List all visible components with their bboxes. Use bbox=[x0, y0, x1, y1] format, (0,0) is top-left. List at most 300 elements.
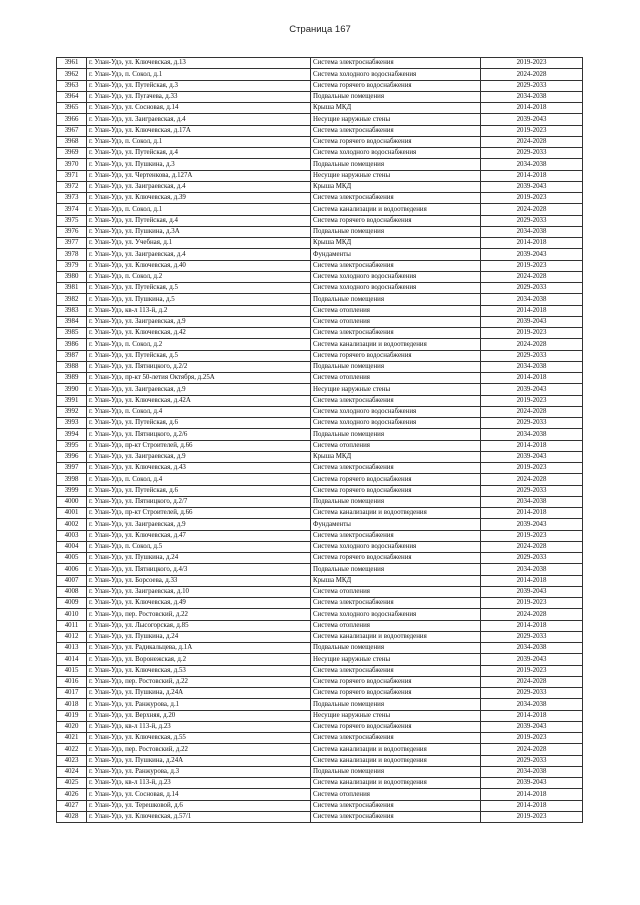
table-row bbox=[57, 125, 583, 136]
work-type-cell: Система холодного водоснабжения bbox=[311, 148, 481, 159]
period-cell: 2024-2028 bbox=[481, 609, 583, 620]
table-row bbox=[57, 620, 583, 631]
address-cell: г. Улан-Удэ, ул. Ключевская, д.40 bbox=[87, 260, 311, 271]
table-row bbox=[57, 699, 583, 710]
address-cell: г. Улан-Удэ, ул. Ключевская, д.42 bbox=[87, 328, 311, 339]
work-type-cell: Система канализации и водоотведения bbox=[311, 339, 481, 350]
period-cell: 2019-2023 bbox=[481, 125, 583, 136]
address-cell: г. Улан-Удэ, ул. Чертенкова, д.127А bbox=[87, 170, 311, 181]
address-cell: г. Улан-Удэ, ул. Пугачева, д.33 bbox=[87, 91, 311, 102]
address-cell: г. Улан-Удэ, ул. Пушкина, д.3 bbox=[87, 159, 311, 170]
period-cell: 2014-2018 bbox=[481, 170, 583, 181]
row-number-cell: 4004 bbox=[57, 541, 87, 552]
table-row bbox=[57, 440, 583, 451]
period-cell: 2029-2033 bbox=[481, 631, 583, 642]
table-row bbox=[57, 485, 583, 496]
table-row bbox=[57, 181, 583, 192]
table-row bbox=[57, 406, 583, 417]
row-number-cell: 4028 bbox=[57, 811, 87, 822]
row-number-cell: 3962 bbox=[57, 69, 87, 80]
row-number-cell: 4015 bbox=[57, 665, 87, 676]
table-row bbox=[57, 283, 583, 294]
address-cell: г. Улан-Удэ, пер. Ростовский, д.22 bbox=[87, 744, 311, 755]
period-cell: 2039-2043 bbox=[481, 114, 583, 125]
period-cell: 2034-2038 bbox=[481, 699, 583, 710]
work-type-cell: Подвальные помещения bbox=[311, 429, 481, 440]
table-row bbox=[57, 271, 583, 282]
address-cell: г. Улан-Удэ, ул. Заиграевская, д.4 bbox=[87, 249, 311, 260]
period-cell: 2024-2028 bbox=[481, 406, 583, 417]
table-row bbox=[57, 688, 583, 699]
table-row bbox=[57, 91, 583, 102]
work-type-cell: Система электроснабжения bbox=[311, 125, 481, 136]
table-row bbox=[57, 193, 583, 204]
address-cell: г. Улан-Удэ, ул. Верхняя, д.20 bbox=[87, 710, 311, 721]
work-type-cell: Система отопления bbox=[311, 305, 481, 316]
address-cell: г. Улан-Удэ, ул. Путейская, д.6 bbox=[87, 418, 311, 429]
period-cell: 2014-2018 bbox=[481, 238, 583, 249]
table-row bbox=[57, 204, 583, 215]
address-cell: г. Улан-Удэ, ул. Заиграевская, д.4 bbox=[87, 181, 311, 192]
row-number-cell: 3970 bbox=[57, 159, 87, 170]
address-cell: г. Улан-Удэ, пр-кт 50-летия Октября, д.25А bbox=[87, 373, 311, 384]
row-number-cell: 3986 bbox=[57, 339, 87, 350]
row-number-cell: 3967 bbox=[57, 125, 87, 136]
table-row bbox=[57, 530, 583, 541]
table-row bbox=[57, 575, 583, 586]
row-number-cell: 4000 bbox=[57, 496, 87, 507]
table-row bbox=[57, 69, 583, 80]
table-row bbox=[57, 463, 583, 474]
address-cell: г. Улан-Удэ, п. Сокол, д.4 bbox=[87, 474, 311, 485]
period-cell: 2029-2033 bbox=[481, 755, 583, 766]
row-number-cell: 3983 bbox=[57, 305, 87, 316]
address-cell: г. Улан-Удэ, ул. Сосновая, д.14 bbox=[87, 789, 311, 800]
work-type-cell: Система канализации и водоотведения bbox=[311, 755, 481, 766]
row-number-cell: 3994 bbox=[57, 429, 87, 440]
table-row bbox=[57, 586, 583, 597]
row-number-cell: 4006 bbox=[57, 564, 87, 575]
page-title: Страница 167 bbox=[289, 24, 351, 35]
work-type-cell: Система отопления bbox=[311, 620, 481, 631]
address-cell: г. Улан-Удэ, ул. Заиграевская, д.10 bbox=[87, 586, 311, 597]
period-cell: 2014-2018 bbox=[481, 373, 583, 384]
table-row bbox=[57, 395, 583, 406]
work-type-cell: Крыша МКД bbox=[311, 575, 481, 586]
address-cell: г. Улан-Удэ, ул. Ключевская, д.42А bbox=[87, 395, 311, 406]
period-cell: 2039-2043 bbox=[481, 586, 583, 597]
period-cell: 2029-2033 bbox=[481, 418, 583, 429]
row-number-cell: 3976 bbox=[57, 226, 87, 237]
address-cell: г. Улан-Удэ, ул. Ключевская, д.49 bbox=[87, 598, 311, 609]
row-number-cell: 3977 bbox=[57, 238, 87, 249]
period-cell: 2014-2018 bbox=[481, 800, 583, 811]
work-type-cell: Подвальные помещения bbox=[311, 361, 481, 372]
address-cell: г. Улан-Удэ, ул. Ключевская, д.13 bbox=[87, 58, 311, 69]
row-number-cell: 4011 bbox=[57, 620, 87, 631]
address-cell: г. Улан-Удэ, ул. Путейская, д.4 bbox=[87, 215, 311, 226]
period-cell: 2014-2018 bbox=[481, 103, 583, 114]
table-row bbox=[57, 766, 583, 777]
address-cell: г. Улан-Удэ, ул. Терешковой, д.6 bbox=[87, 800, 311, 811]
period-cell: 2019-2023 bbox=[481, 193, 583, 204]
table-row bbox=[57, 474, 583, 485]
work-type-cell: Система канализации и водоотведения bbox=[311, 778, 481, 789]
period-cell: 2024-2028 bbox=[481, 744, 583, 755]
period-cell: 2034-2038 bbox=[481, 429, 583, 440]
work-type-cell: Система холодного водоснабжения bbox=[311, 69, 481, 80]
period-cell: 2034-2038 bbox=[481, 361, 583, 372]
table-row bbox=[57, 676, 583, 687]
period-cell: 2039-2043 bbox=[481, 384, 583, 395]
table-row bbox=[57, 553, 583, 564]
row-number-cell: 4003 bbox=[57, 530, 87, 541]
table-row bbox=[57, 508, 583, 519]
work-type-cell: Система горячего водоснабжения bbox=[311, 553, 481, 564]
table-row bbox=[57, 418, 583, 429]
period-cell: 2029-2033 bbox=[481, 80, 583, 91]
address-cell: г. Улан-Удэ, пр-кт Строителей, д.66 bbox=[87, 508, 311, 519]
work-type-cell: Подвальные помещения bbox=[311, 643, 481, 654]
work-type-cell: Система электроснабжения bbox=[311, 733, 481, 744]
address-cell: г. Улан-Удэ, кв-л 113-й, д.2 bbox=[87, 305, 311, 316]
work-type-cell: Система электроснабжения bbox=[311, 395, 481, 406]
table-row bbox=[57, 631, 583, 642]
period-cell: 2039-2043 bbox=[481, 778, 583, 789]
address-cell: г. Улан-Удэ, п. Сокол, д.1 bbox=[87, 204, 311, 215]
row-number-cell: 3993 bbox=[57, 418, 87, 429]
row-number-cell: 4014 bbox=[57, 654, 87, 665]
address-cell: г. Улан-Удэ, ул. Ключевская, д.39 bbox=[87, 193, 311, 204]
address-cell: г. Улан-Удэ, ул. Воронежская, д.2 bbox=[87, 654, 311, 665]
table-row bbox=[57, 778, 583, 789]
period-cell: 2039-2043 bbox=[481, 316, 583, 327]
address-cell: г. Улан-Удэ, ул. Заиграевская, д.9 bbox=[87, 451, 311, 462]
row-number-cell: 4027 bbox=[57, 800, 87, 811]
table-row bbox=[57, 744, 583, 755]
period-cell: 2039-2043 bbox=[481, 181, 583, 192]
work-type-cell: Система отопления bbox=[311, 373, 481, 384]
period-cell: 2024-2028 bbox=[481, 339, 583, 350]
period-cell: 2024-2028 bbox=[481, 69, 583, 80]
period-cell: 2039-2043 bbox=[481, 249, 583, 260]
period-cell: 2019-2023 bbox=[481, 463, 583, 474]
address-cell: г. Улан-Удэ, ул. Путейская, д.6 bbox=[87, 485, 311, 496]
period-cell: 2024-2028 bbox=[481, 136, 583, 147]
address-cell: г. Улан-Удэ, п. Сокол, д.1 bbox=[87, 69, 311, 80]
work-type-cell: Система электроснабжения bbox=[311, 800, 481, 811]
period-cell: 2034-2038 bbox=[481, 564, 583, 575]
table-row bbox=[57, 609, 583, 620]
address-cell: г. Улан-Удэ, ул. Заиграевская, д.9 bbox=[87, 519, 311, 530]
table-row bbox=[57, 136, 583, 147]
table-row bbox=[57, 238, 583, 249]
row-number-cell: 3989 bbox=[57, 373, 87, 384]
address-cell: г. Улан-Удэ, ул. Лысогорская, д.85 bbox=[87, 620, 311, 631]
row-number-cell: 4019 bbox=[57, 710, 87, 721]
table-row bbox=[57, 811, 583, 822]
row-number-cell: 3982 bbox=[57, 294, 87, 305]
address-cell: г. Улан-Удэ, ул. Заиграевская, д.4 bbox=[87, 114, 311, 125]
row-number-cell: 4023 bbox=[57, 755, 87, 766]
address-cell: г. Улан-Удэ, пер. Ростовский, д.22 bbox=[87, 676, 311, 687]
address-cell: г. Улан-Удэ, п. Сокол, д.4 bbox=[87, 406, 311, 417]
table-row bbox=[57, 260, 583, 271]
row-number-cell: 3961 bbox=[57, 58, 87, 69]
period-cell: 2014-2018 bbox=[481, 620, 583, 631]
period-cell: 2019-2023 bbox=[481, 665, 583, 676]
work-type-cell: Система отопления bbox=[311, 789, 481, 800]
work-type-cell: Подвальные помещения bbox=[311, 226, 481, 237]
period-cell: 2034-2038 bbox=[481, 91, 583, 102]
row-number-cell: 4012 bbox=[57, 631, 87, 642]
row-number-cell: 3964 bbox=[57, 91, 87, 102]
work-type-cell: Система электроснабжения bbox=[311, 193, 481, 204]
row-number-cell: 3969 bbox=[57, 148, 87, 159]
period-cell: 2019-2023 bbox=[481, 328, 583, 339]
period-cell: 2014-2018 bbox=[481, 710, 583, 721]
table-row bbox=[57, 721, 583, 732]
address-cell: г. Улан-Удэ, ул. Путейская, д.4 bbox=[87, 148, 311, 159]
row-number-cell: 3972 bbox=[57, 181, 87, 192]
work-type-cell: Система холодного водоснабжения bbox=[311, 541, 481, 552]
address-cell: г. Улан-Удэ, ул. Ключевская, д.57/1 bbox=[87, 811, 311, 822]
row-number-cell: 3963 bbox=[57, 80, 87, 91]
period-cell: 2014-2018 bbox=[481, 440, 583, 451]
address-cell: г. Улан-Удэ, ул. Пушкина, д.24 bbox=[87, 553, 311, 564]
period-cell: 2034-2038 bbox=[481, 159, 583, 170]
row-number-cell: 4026 bbox=[57, 789, 87, 800]
address-cell: г. Улан-Удэ, ул. Ключевская, д.47 bbox=[87, 530, 311, 541]
row-number-cell: 4017 bbox=[57, 688, 87, 699]
table-row bbox=[57, 339, 583, 350]
work-type-cell: Система канализации и водоотведения bbox=[311, 631, 481, 642]
table-row bbox=[57, 373, 583, 384]
period-cell: 2024-2028 bbox=[481, 541, 583, 552]
work-type-cell: Система холодного водоснабжения bbox=[311, 406, 481, 417]
table-row bbox=[57, 564, 583, 575]
row-number-cell: 4010 bbox=[57, 609, 87, 620]
row-number-cell: 4016 bbox=[57, 676, 87, 687]
table-row bbox=[57, 80, 583, 91]
table-row bbox=[57, 733, 583, 744]
row-number-cell: 4020 bbox=[57, 721, 87, 732]
work-type-cell: Несущие наружные стены bbox=[311, 710, 481, 721]
address-cell: г. Улан-Удэ, п. Сокол, д.2 bbox=[87, 339, 311, 350]
work-type-cell: Система электроснабжения bbox=[311, 260, 481, 271]
period-cell: 2019-2023 bbox=[481, 598, 583, 609]
table-row bbox=[57, 451, 583, 462]
work-type-cell: Система канализации и водоотведения bbox=[311, 508, 481, 519]
table-row bbox=[57, 215, 583, 226]
table-row bbox=[57, 328, 583, 339]
table-row bbox=[57, 519, 583, 530]
table-row bbox=[57, 305, 583, 316]
period-cell: 2024-2028 bbox=[481, 271, 583, 282]
address-cell: г. Улан-Удэ, п. Сокол, д.2 bbox=[87, 271, 311, 282]
table-row bbox=[57, 643, 583, 654]
work-type-cell: Система горячего водоснабжения bbox=[311, 474, 481, 485]
table-row bbox=[57, 654, 583, 665]
table-row bbox=[57, 789, 583, 800]
address-cell: г. Улан-Удэ, ул. Ключевская, д.55 bbox=[87, 733, 311, 744]
work-type-cell: Фундаменты bbox=[311, 519, 481, 530]
work-type-cell: Несущие наружные стены bbox=[311, 114, 481, 125]
work-type-cell: Система горячего водоснабжения bbox=[311, 676, 481, 687]
address-cell: г. Улан-Удэ, ул. Пятницкого, д.2/2 bbox=[87, 361, 311, 372]
row-number-cell: 4007 bbox=[57, 575, 87, 586]
work-type-cell: Несущие наружные стены bbox=[311, 170, 481, 181]
period-cell: 2034-2038 bbox=[481, 496, 583, 507]
work-type-cell: Система холодного водоснабжения bbox=[311, 609, 481, 620]
row-number-cell: 3990 bbox=[57, 384, 87, 395]
row-number-cell: 3988 bbox=[57, 361, 87, 372]
row-number-cell: 4009 bbox=[57, 598, 87, 609]
row-number-cell: 3984 bbox=[57, 316, 87, 327]
address-cell: г. Улан-Удэ, кв-л 113-й, д.23 bbox=[87, 778, 311, 789]
period-cell: 2014-2018 bbox=[481, 508, 583, 519]
row-number-cell: 3968 bbox=[57, 136, 87, 147]
address-cell: г. Улан-Удэ, ул. Пушкина, д.24 bbox=[87, 631, 311, 642]
period-cell: 2029-2033 bbox=[481, 485, 583, 496]
row-number-cell: 3999 bbox=[57, 485, 87, 496]
work-type-cell: Система горячего водоснабжения bbox=[311, 350, 481, 361]
row-number-cell: 3978 bbox=[57, 249, 87, 260]
row-number-cell: 4025 bbox=[57, 778, 87, 789]
work-type-cell: Подвальные помещения bbox=[311, 699, 481, 710]
period-cell: 2029-2033 bbox=[481, 148, 583, 159]
table-row bbox=[57, 249, 583, 260]
work-type-cell: Несущие наружные стены bbox=[311, 384, 481, 395]
table-row bbox=[57, 159, 583, 170]
period-cell: 2019-2023 bbox=[481, 395, 583, 406]
address-cell: г. Улан-Удэ, ул. Заиграевская, д.9 bbox=[87, 384, 311, 395]
address-cell: г. Улан-Удэ, ул. Ранжурова, д.1 bbox=[87, 699, 311, 710]
table-row bbox=[57, 710, 583, 721]
row-number-cell: 3991 bbox=[57, 395, 87, 406]
capital-repair-table bbox=[56, 57, 583, 823]
period-cell: 2024-2028 bbox=[481, 474, 583, 485]
period-cell: 2024-2028 bbox=[481, 204, 583, 215]
period-cell: 2034-2038 bbox=[481, 643, 583, 654]
row-number-cell: 4008 bbox=[57, 586, 87, 597]
work-type-cell: Система электроснабжения bbox=[311, 530, 481, 541]
work-type-cell: Система электроснабжения bbox=[311, 598, 481, 609]
row-number-cell: 3966 bbox=[57, 114, 87, 125]
row-number-cell: 3974 bbox=[57, 204, 87, 215]
row-number-cell: 3965 bbox=[57, 103, 87, 114]
work-type-cell: Система отопления bbox=[311, 586, 481, 597]
work-type-cell: Система горячего водоснабжения bbox=[311, 215, 481, 226]
table-row bbox=[57, 103, 583, 114]
row-number-cell: 4001 bbox=[57, 508, 87, 519]
work-type-cell: Подвальные помещения bbox=[311, 91, 481, 102]
address-cell: г. Улан-Удэ, ул. Пятницкого, д.2/7 bbox=[87, 496, 311, 507]
address-cell: г. Улан-Удэ, ул. Пушкина, д.3А bbox=[87, 226, 311, 237]
work-type-cell: Подвальные помещения bbox=[311, 766, 481, 777]
period-cell: 2034-2038 bbox=[481, 294, 583, 305]
row-number-cell: 4002 bbox=[57, 519, 87, 530]
table-row bbox=[57, 598, 583, 609]
period-cell: 2039-2043 bbox=[481, 721, 583, 732]
work-type-cell: Подвальные помещения bbox=[311, 159, 481, 170]
work-type-cell: Крыша МКД bbox=[311, 181, 481, 192]
table-row bbox=[57, 170, 583, 181]
table-row bbox=[57, 58, 583, 69]
period-cell: 2034-2038 bbox=[481, 766, 583, 777]
address-cell: г. Улан-Удэ, ул. Путейская, д.5 bbox=[87, 283, 311, 294]
row-number-cell: 3998 bbox=[57, 474, 87, 485]
table-row bbox=[57, 429, 583, 440]
period-cell: 2029-2033 bbox=[481, 553, 583, 564]
address-cell: г. Улан-Удэ, ул. Учебная, д.1 bbox=[87, 238, 311, 249]
work-type-cell: Система канализации и водоотведения bbox=[311, 204, 481, 215]
table-row bbox=[57, 800, 583, 811]
period-cell: 2039-2043 bbox=[481, 654, 583, 665]
work-type-cell: Несущие наружные стены bbox=[311, 654, 481, 665]
table-row bbox=[57, 541, 583, 552]
period-cell: 2029-2033 bbox=[481, 283, 583, 294]
address-cell: г. Улан-Удэ, пер. Ростовский, д.22 bbox=[87, 609, 311, 620]
work-type-cell: Система холодного водоснабжения bbox=[311, 418, 481, 429]
period-cell: 2029-2033 bbox=[481, 350, 583, 361]
address-cell: г. Улан-Удэ, ул. Пушкина, д.5 bbox=[87, 294, 311, 305]
row-number-cell: 4018 bbox=[57, 699, 87, 710]
work-type-cell: Система горячего водоснабжения bbox=[311, 136, 481, 147]
address-cell: г. Улан-Удэ, ул. Ключевская, д.53 bbox=[87, 665, 311, 676]
work-type-cell: Система электроснабжения bbox=[311, 665, 481, 676]
row-number-cell: 4021 bbox=[57, 733, 87, 744]
work-type-cell: Система электроснабжения bbox=[311, 328, 481, 339]
work-type-cell: Система горячего водоснабжения bbox=[311, 688, 481, 699]
row-number-cell: 3980 bbox=[57, 271, 87, 282]
work-type-cell: Система электроснабжения bbox=[311, 463, 481, 474]
row-number-cell: 3987 bbox=[57, 350, 87, 361]
work-type-cell: Система холодного водоснабжения bbox=[311, 271, 481, 282]
table-row bbox=[57, 316, 583, 327]
address-cell: г. Улан-Удэ, пр-кт Строителей, д.66 bbox=[87, 440, 311, 451]
period-cell: 2034-2038 bbox=[481, 226, 583, 237]
work-type-cell: Подвальные помещения bbox=[311, 564, 481, 575]
work-type-cell: Система горячего водоснабжения bbox=[311, 485, 481, 496]
table-row bbox=[57, 665, 583, 676]
row-number-cell: 3973 bbox=[57, 193, 87, 204]
period-cell: 2029-2033 bbox=[481, 688, 583, 699]
work-type-cell: Система электроснабжения bbox=[311, 811, 481, 822]
address-cell: г. Улан-Удэ, кв-л 113-й, д.23 bbox=[87, 721, 311, 732]
work-type-cell: Система холодного водоснабжения bbox=[311, 283, 481, 294]
period-cell: 2019-2023 bbox=[481, 260, 583, 271]
work-type-cell: Система электроснабжения bbox=[311, 58, 481, 69]
period-cell: 2014-2018 bbox=[481, 305, 583, 316]
work-type-cell: Система отопления bbox=[311, 440, 481, 451]
address-cell: г. Улан-Удэ, ул. Пятницкого, д.4/3 bbox=[87, 564, 311, 575]
table-row bbox=[57, 384, 583, 395]
row-number-cell: 3971 bbox=[57, 170, 87, 181]
address-cell: г. Улан-Удэ, ул. Ключевская, д.17А bbox=[87, 125, 311, 136]
address-cell: г. Улан-Удэ, ул. Ключевская, д.43 bbox=[87, 463, 311, 474]
work-type-cell: Крыша МКД bbox=[311, 238, 481, 249]
row-number-cell: 4005 bbox=[57, 553, 87, 564]
work-type-cell: Подвальные помещения bbox=[311, 496, 481, 507]
period-cell: 2039-2043 bbox=[481, 451, 583, 462]
row-number-cell: 3985 bbox=[57, 328, 87, 339]
period-cell: 2024-2028 bbox=[481, 676, 583, 687]
table-row bbox=[57, 148, 583, 159]
row-number-cell: 3995 bbox=[57, 440, 87, 451]
address-cell: г. Улан-Удэ, ул. Заиграевская, д.9 bbox=[87, 316, 311, 327]
table-row bbox=[57, 496, 583, 507]
